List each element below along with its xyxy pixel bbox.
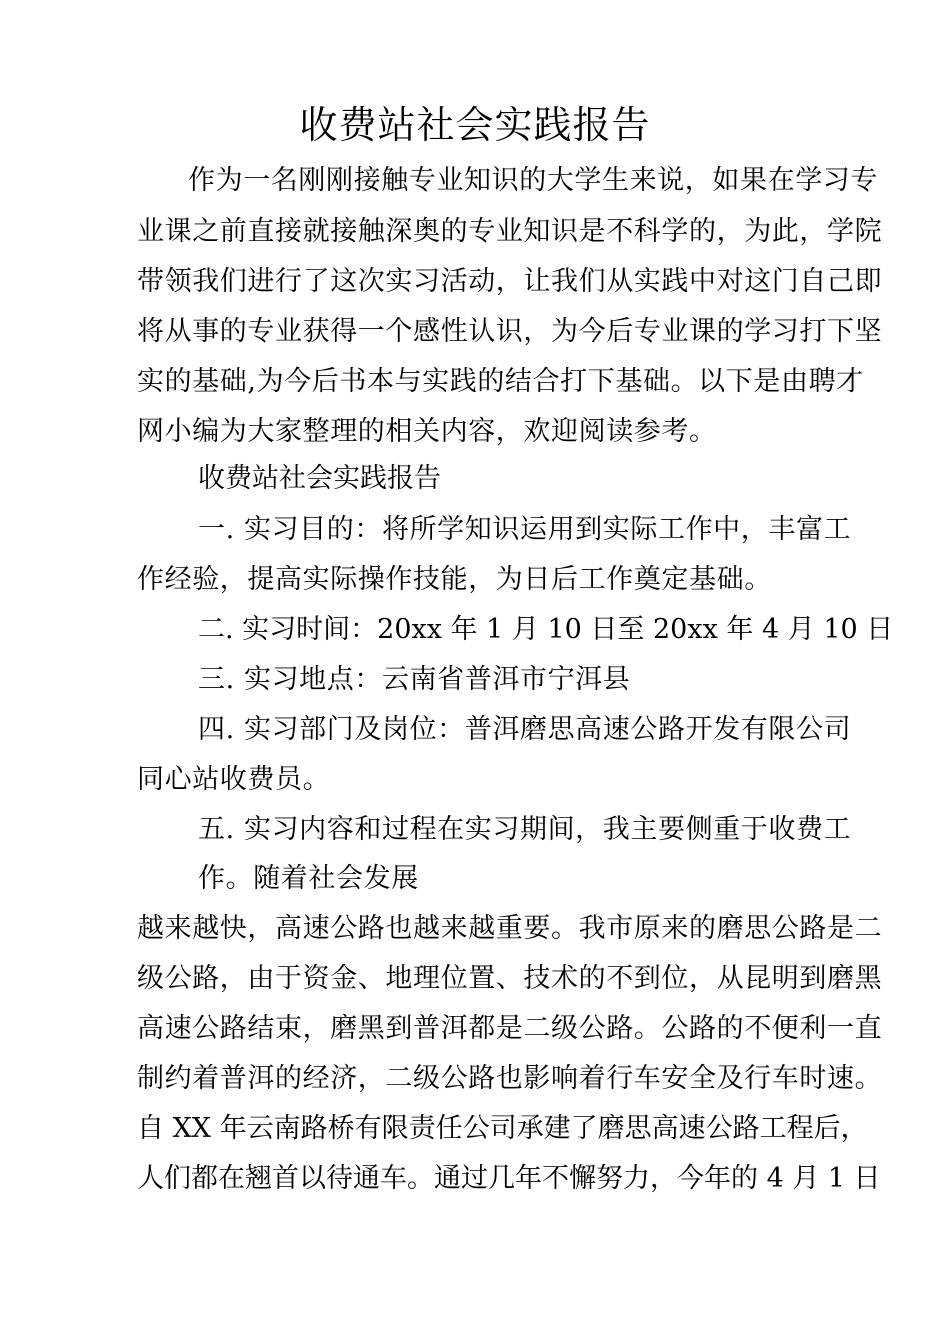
body-line: 越来越快，高速公路也越来越重要。我市原来的磨思公路是二: [137, 913, 883, 944]
body-line: 同心站收费员。: [137, 764, 331, 795]
body-line: 作经验，提高实际操作技能，为日后工作奠定基础。: [137, 564, 772, 595]
body-line: 将从事的专业获得一个感性认识，为今后专业课的学习打下坚: [137, 316, 883, 347]
body-line: 四. 实习部门及岗位：普洱磨思高速公路开发有限公司: [198, 714, 852, 745]
body-line: 制约着普洱的经济，二级公路也影响着行车安全及行车时速。: [137, 1063, 883, 1094]
body-line: 级公路，由于资金、地理位置、技术的不到位，从昆明到磨黑: [137, 963, 883, 994]
body-line: 自 XX 年云南路桥有限责任公司承建了磨思高速公路工程后，: [137, 1113, 868, 1144]
document-title: 收费站社会实践报告: [299, 103, 651, 147]
body-line: 业课之前直接就接触深奥的专业知识是不科学的，为此，学院: [137, 216, 883, 247]
body-line: 高速公路结束，磨黑到普洱都是二级公路。公路的不便利一直: [137, 1013, 883, 1044]
body-line: 人们都在翘首以待通车。通过几年不懈努力，今年的 4 月 1 日: [137, 1163, 881, 1194]
body-line: 带领我们进行了这次实习活动，让我们从实践中对这门自己即: [137, 266, 883, 297]
body-line: 作为一名刚刚接触专业知识的大学生来说，如果在学习专: [188, 165, 878, 196]
body-line: 网小编为大家整理的相关内容，欢迎阅读参考。: [137, 416, 717, 447]
body-line: 二. 实习时间：20xx 年 1 月 10 日至 20xx 年 4 月 10 日: [198, 614, 894, 645]
section-heading: 收费站社会实践报告: [198, 463, 441, 494]
body-line: 作。随着社会发展: [198, 863, 419, 894]
body-line: 实的基础,为今后书本与实践的结合打下基础。以下是由聘才: [137, 366, 864, 397]
body-line: 三. 实习地点：云南省普洱市宁洱县: [198, 664, 631, 695]
body-line: 一. 实习目的：将所学知识运用到实际工作中，丰富工: [198, 514, 852, 545]
body-line: 五. 实习内容和过程在实习期间，我主要侧重于收费工: [198, 814, 852, 845]
